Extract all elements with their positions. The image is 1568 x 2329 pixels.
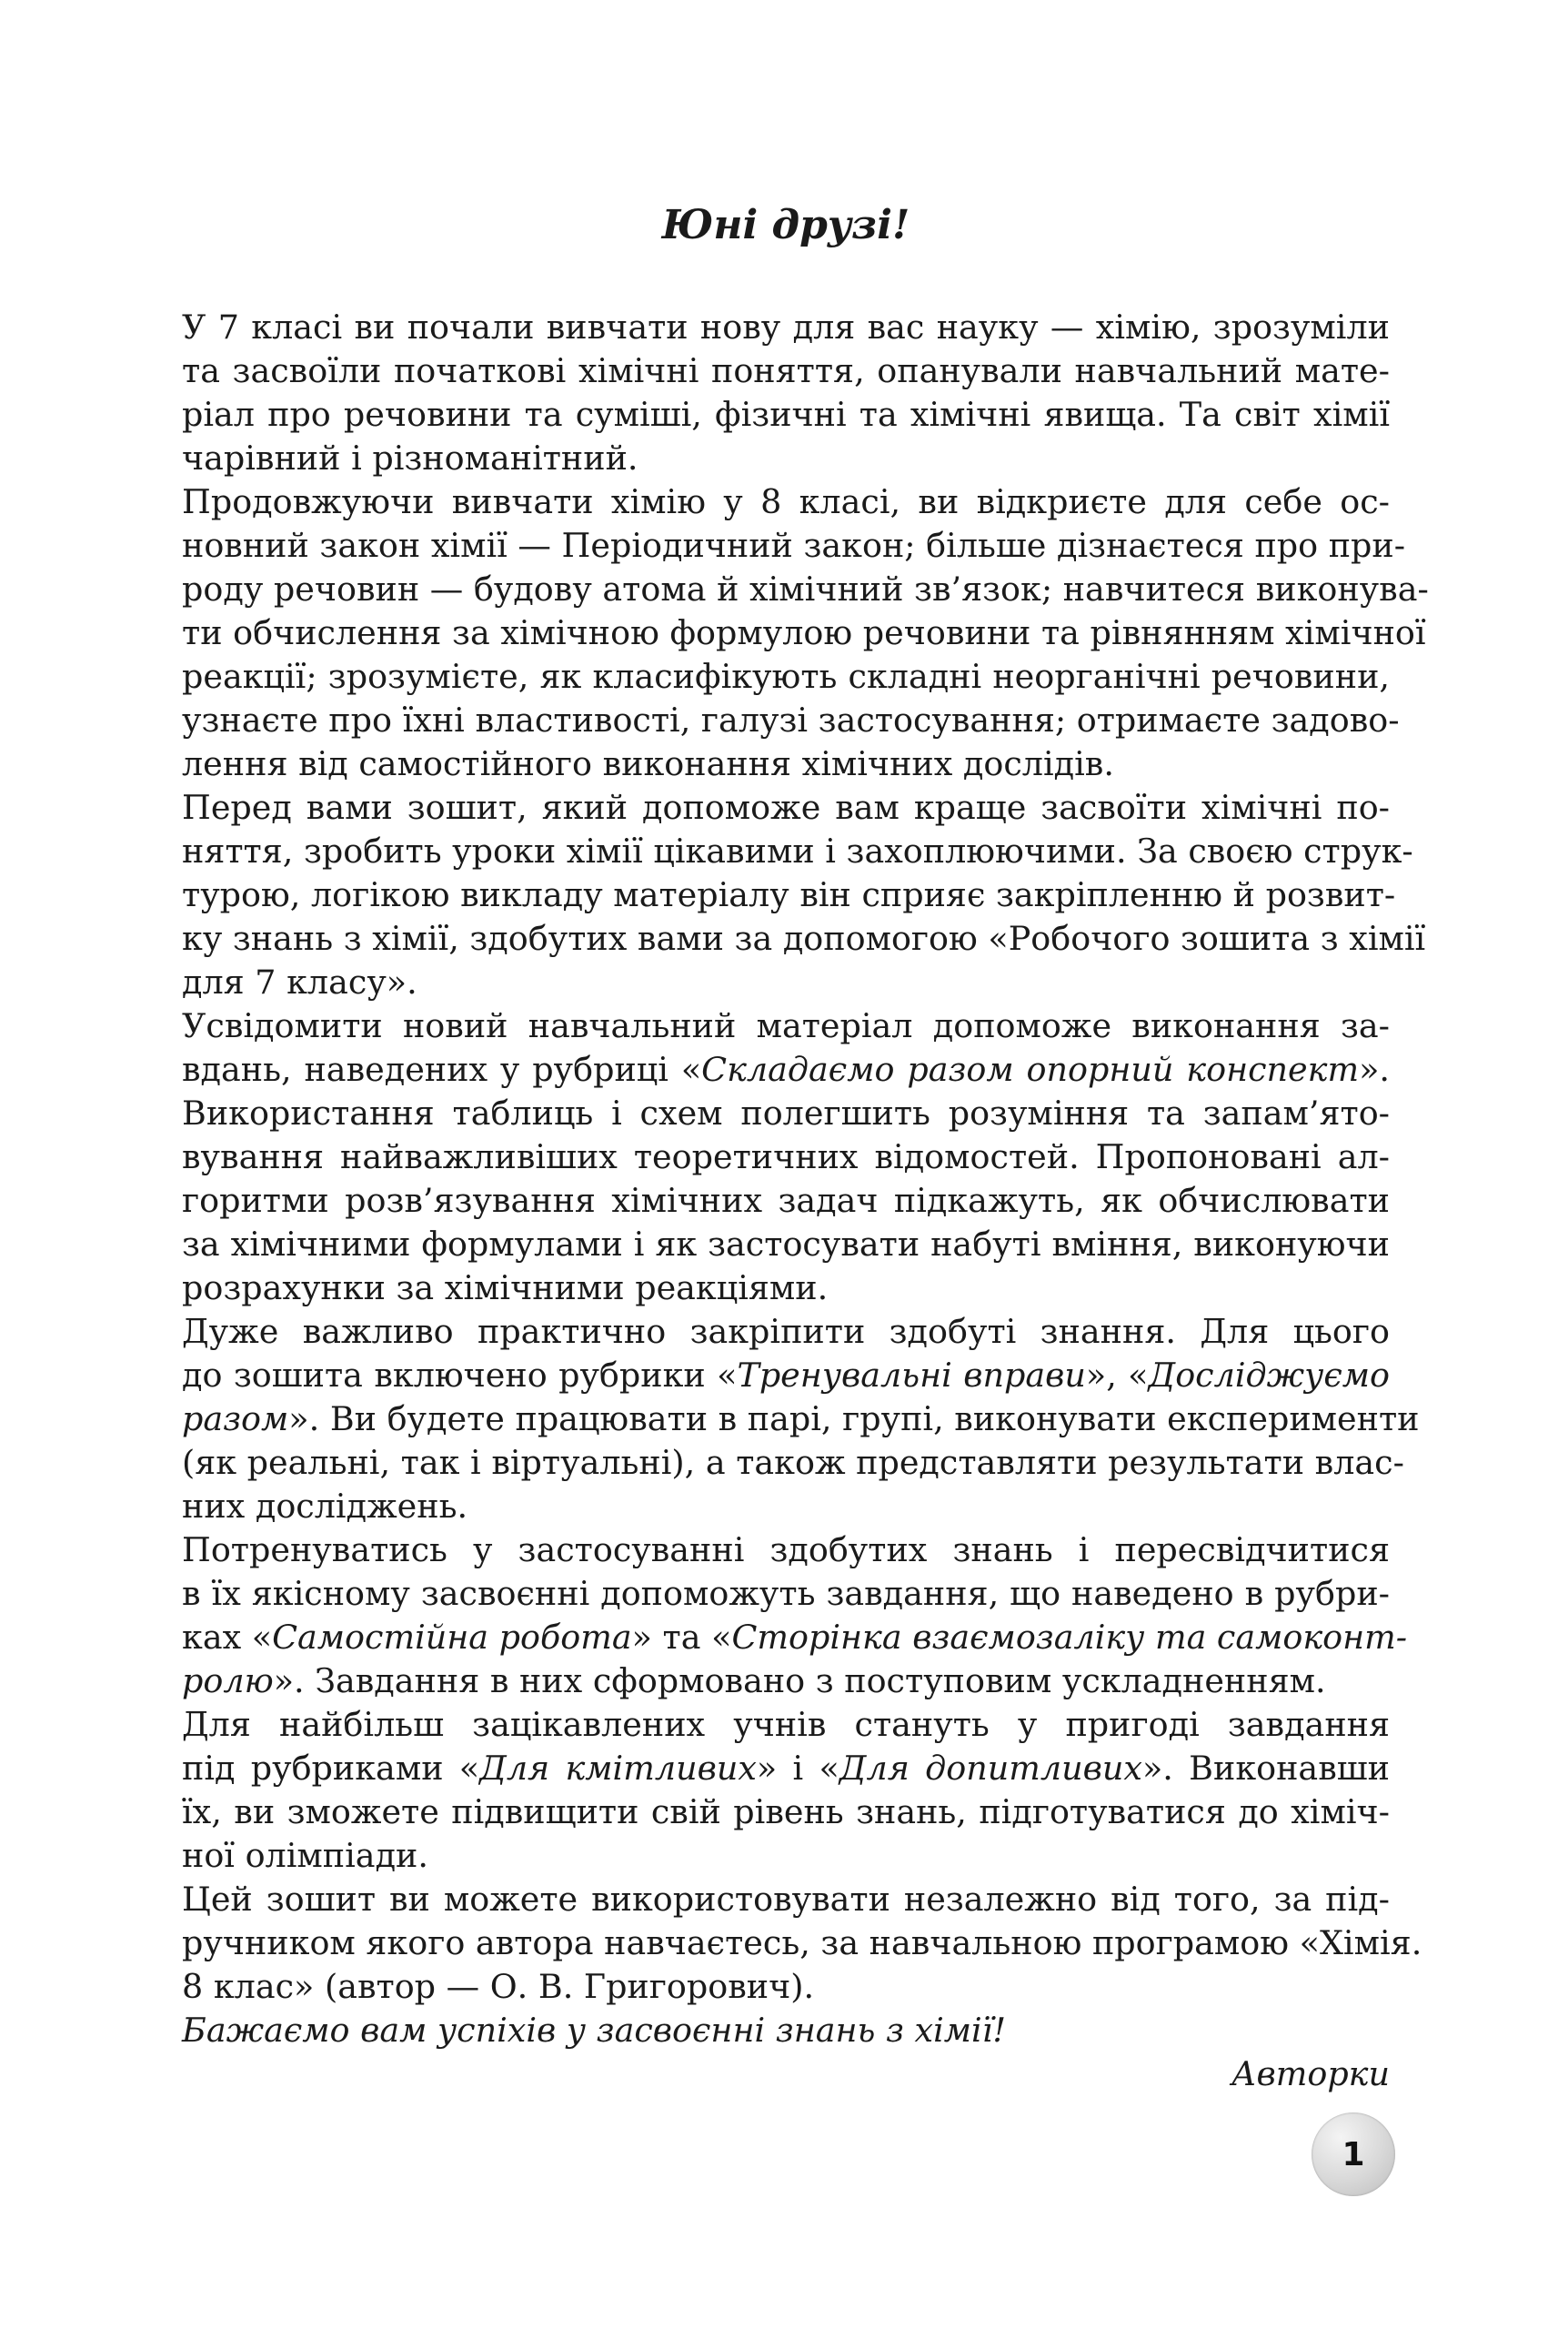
rubric-title: Самостійна робота — [272, 1618, 632, 1657]
paragraph-line: них досліджень. — [182, 1487, 468, 1526]
page-number: 1 — [1342, 2135, 1365, 2173]
paragraph-line: за хімічними формулами і як застосувати набуті вміння, виконуючи — [182, 1225, 1390, 1264]
paragraph-line: горитми розв’язування хімічних задач підкажуть, як обчислювати — [182, 1181, 1390, 1220]
paragraph-line: Дуже важливо практично закріпити здобуті знання. Для цього — [182, 1312, 1390, 1351]
text-run: ». Завдання в них сформовано з поступовим ускладненням. — [273, 1661, 1326, 1700]
rubric-title: Тренувальні вправи — [737, 1356, 1086, 1395]
page-content — [182, 182, 1429, 2096]
paragraph-6 — [182, 1528, 1408, 1703]
paragraph-line — [182, 1048, 1390, 1092]
body-text — [182, 306, 1429, 2096]
paragraph-line: Перед вами зошит, який допоможе вам краще засвоїти хімічні по- — [182, 788, 1390, 827]
rubric-title: Для кмітливих — [479, 1749, 757, 1788]
closing-wish: Бажаємо вам успіхів у засвоєнні знань з хімії! — [182, 2011, 1007, 2050]
paragraph-line: няття, зробить уроки хімії цікавими і захоплюючими. За своєю струк- — [182, 832, 1413, 871]
paragraph-line: для 7 класу». — [182, 963, 417, 1002]
paragraph-line: реакції; зрозумієте, як класифікують складні неорганічні речовини, — [182, 657, 1390, 696]
paragraph-line: Продовжуючи вивчати хімію у 8 класі, ви відкриєте для себе ос- — [182, 482, 1390, 521]
paragraph-line: розрахунки за хімічними реакціями. — [182, 1268, 829, 1307]
paragraph-line: лення від самостійного виконання хімічних дослідів. — [182, 744, 1114, 783]
text-run: ках « — [182, 1618, 273, 1657]
rubric-title: ролю — [182, 1661, 274, 1700]
text-run: ». — [1359, 1050, 1391, 1089]
paragraph-line: чарівний і різноманітний. — [182, 439, 638, 478]
paragraph-line — [182, 1747, 1390, 1790]
paragraph-line — [182, 1616, 1408, 1659]
page-heading: Юні друзі! — [661, 202, 910, 248]
paragraph-line: ріал про речовини та суміші, фізичні та хімічні явища. Та світ хімії — [182, 395, 1390, 434]
paragraph-4 — [182, 1004, 1390, 1310]
paragraph-line: Для найбільш зацікавлених учнів стануть у пригоді завдання — [182, 1705, 1390, 1744]
paragraph-line — [182, 1354, 1390, 1397]
rubric-title: разом — [182, 1399, 289, 1438]
paragraph-line: (як реальні, так і віртуальні), а також представляти результати влас- — [182, 1443, 1404, 1482]
rubric-title: Досліджуємо — [1148, 1356, 1391, 1395]
paragraph-line: 8 клас» (автор — О. В. Григорович). — [182, 1967, 815, 2006]
paragraph-3 — [182, 786, 1426, 1004]
paragraph-line: Використання таблиць і схем полегшить розуміння та запам’ято- — [182, 1094, 1390, 1133]
paragraph-7 — [182, 1703, 1390, 1878]
paragraph-line: новний закон хімії — Періодичний закон; більше дізнаєтеся про при- — [182, 526, 1406, 565]
paragraph-2 — [182, 480, 1429, 786]
paragraph-line: в їх якісному засвоєнні допоможуть завдання, що наведено в рубри- — [182, 1574, 1390, 1613]
paragraph-line: та засвоїли початкові хімічні поняття, опанували навчальний мате- — [182, 351, 1390, 390]
paragraph-line: ти обчислення за хімічною формулою речовини та рівнянням хімічної — [182, 613, 1426, 652]
paragraph-line: їх, ви зможете підвищити свій рівень знань, підготуватися до хіміч- — [182, 1792, 1390, 1831]
rubric-title: Для допитливих — [839, 1749, 1142, 1788]
rubric-title: Складаємо разом опорний конспект — [701, 1050, 1360, 1089]
paragraph-line — [182, 1397, 1420, 1441]
paragraph-line: Потренуватись у застосуванні здобутих знань і пересвідчитися — [182, 1530, 1390, 1569]
text-run: » і « — [756, 1749, 839, 1788]
paragraph-line: У 7 класі ви почали вивчати нову для вас науку — хімію, зрозуміли — [182, 308, 1390, 347]
page-number-badge — [1312, 2112, 1395, 2196]
paragraph-1 — [182, 306, 1390, 480]
paragraph-line: ної олімпіади. — [182, 1836, 428, 1875]
paragraph-line: вування найважливіших теоретичних відомостей. Пропоновані ал- — [182, 1137, 1390, 1176]
paragraph-line: ку знань з хімії, здобутих вами за допомогою «Робочого зошита з хімії — [182, 919, 1426, 958]
paragraph-line: ручником якого автора навчаєтесь, за навчальною програмою «Хімія. — [182, 1923, 1422, 1962]
paragraph-line: Усвідомити новий навчальний матеріал допоможе виконання за- — [182, 1006, 1390, 1045]
text-run: », « — [1085, 1356, 1149, 1395]
paragraph-line: узнаєте про їхні властивості, галузі застосування; отримаєте задово- — [182, 701, 1400, 740]
paragraph-line — [182, 1659, 1390, 1703]
text-run: ». Виконавши — [1141, 1749, 1391, 1788]
paragraph-8 — [182, 1878, 1422, 2009]
text-run: до зошита включено рубрики « — [182, 1356, 738, 1395]
text-run: » та « — [631, 1618, 732, 1657]
text-run: ». Ви будете працювати в парі, групі, виконувати експерименти — [288, 1399, 1420, 1438]
paragraph-5 — [182, 1310, 1420, 1528]
rubric-title: Сторінка взаємозаліку та самоконт- — [731, 1618, 1408, 1657]
signature: Авторки — [1231, 2054, 1390, 2093]
paragraph-line: турою, логікою викладу матеріалу він сприяє закріпленню й розвит- — [182, 875, 1396, 914]
paragraph-line: роду речовин — будову атома й хімічний зв’язок; навчитеся виконува- — [182, 570, 1429, 609]
paragraph-line: Цей зошит ви можете використовувати незалежно від того, за під- — [182, 1880, 1390, 1919]
text-run: вдань, наведених у рубриці « — [182, 1050, 702, 1089]
text-run: під рубриками « — [182, 1749, 480, 1788]
